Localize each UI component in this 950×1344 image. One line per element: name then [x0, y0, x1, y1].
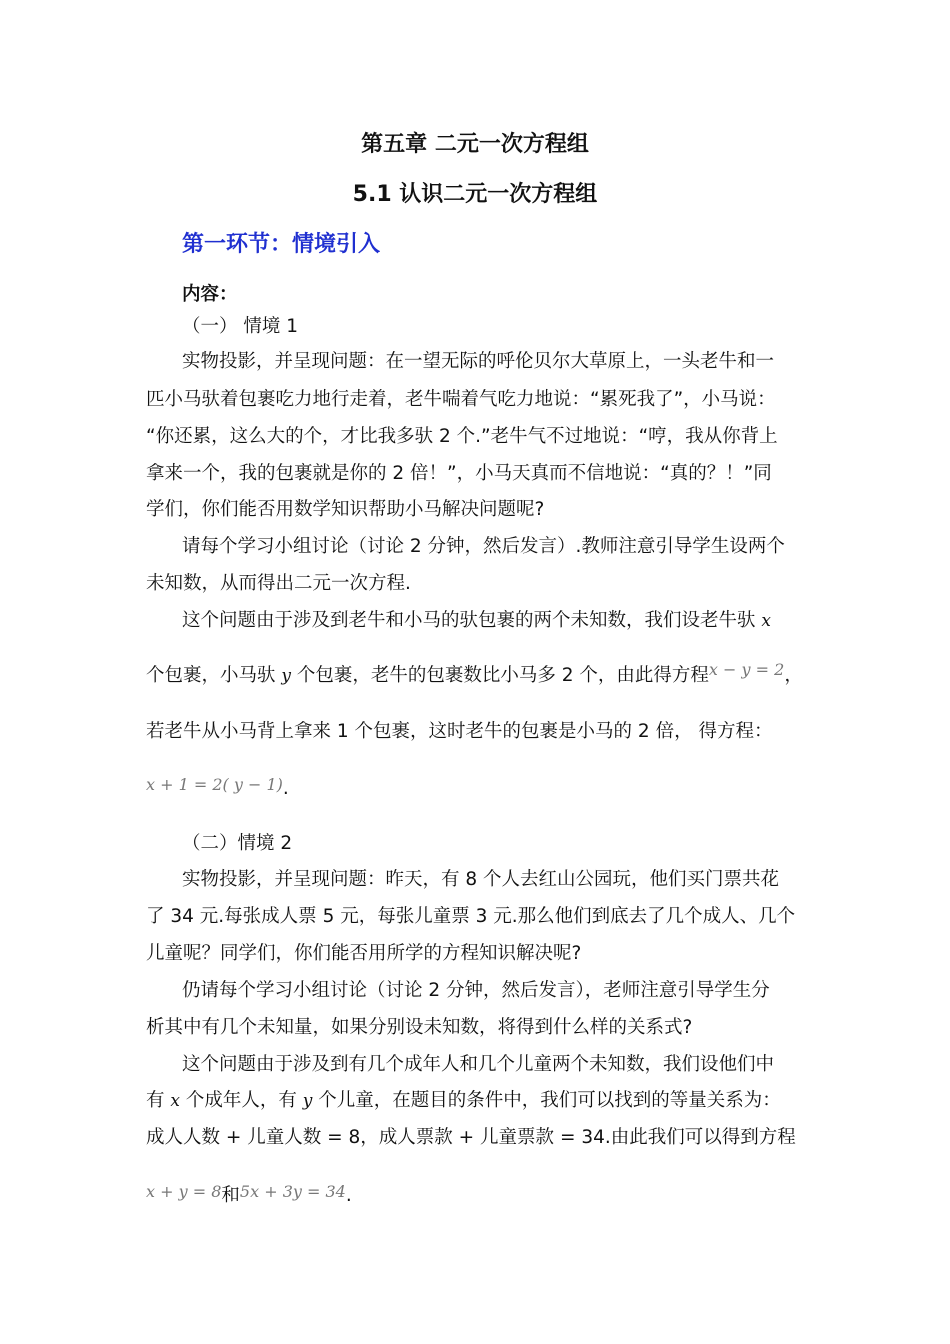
s2-paragraph-2-line-1: 仍请每个学习小组讨论（讨论 2 分钟，然后发言），老师注意引导学生分: [182, 980, 770, 1001]
s2-paragraph-1-line-3: 儿童呢？同学们，你们能否用所学的方程知识解决呢?: [146, 943, 582, 964]
s1-paragraph-1-line-1: 实物投影，并呈现问题：在一望无际的呼伦贝尔大草原上，一头老牛和一: [182, 351, 775, 372]
s2-p3-text-c: 个儿童，在题目的条件中，我们可以找到的等量关系为：: [312, 1090, 781, 1111]
s2-paragraph-2-line-2: 析其中有几个未知量，如果分别设未知数，将得到什么样的关系式?: [146, 1017, 693, 1038]
section-title: 第一环节：情境引入: [182, 232, 381, 257]
s1-eq2-period: .: [282, 778, 289, 799]
s1-paragraph-1-line-4: 拿来一个，我的包裹就是你的 2 倍！”，小马天真而不信地说：“真的？！”同: [146, 463, 772, 484]
s1-p3-text-c: ，: [784, 665, 803, 686]
s1-p3-text: 这个问题由于涉及到老牛和小马的驮包裹的两个未知数，我们设老牛驮: [182, 610, 762, 631]
s1-paragraph-2-line-2: 未知数，从而得出二元一次方程.: [146, 573, 411, 594]
s2-paragraph-1-line-2: 了 34 元.每张成人票 5 元，每张儿童票 3 元.那么他们到底去了几个成人、几个: [146, 906, 796, 927]
s2-paragraph-3-line-1: 这个问题由于涉及到有几个成年人和几个儿童两个未知数，我们设他们中: [182, 1054, 775, 1075]
s1-paragraph-3-line-3: 若老牛从小马背上拿来 1 个包裹，这时老牛的包裹是小马的 2 倍， 得方程：: [146, 721, 773, 742]
s1-paragraph-3-line-4: [146, 773, 816, 797]
equation-5x-plus-3y: 5x + 3y = 34: [239, 1182, 346, 1201]
s1-paragraph-1-line-3: “你还累，这么大的个，才比我多驮 2 个.”老牛气不过地说：“哼，我从你背上: [146, 426, 778, 447]
var-y-2: y: [302, 1091, 313, 1111]
var-y: y: [281, 666, 291, 686]
chapter-title: 第五章 二元一次方程组: [361, 132, 589, 157]
s1-paragraph-1-line-2: 匹小马驮着包裹吃力地行走着，老牛喘着气吃力地说：“累死我了”，小马说：: [146, 389, 776, 410]
s2-paragraph-3-line-2: [146, 1089, 816, 1113]
var-x: x: [761, 611, 771, 631]
s2-p3-text-a: 有: [146, 1090, 171, 1111]
lesson-title: 5.1 认识二元一次方程组: [352, 182, 598, 207]
s2-eq-period: .: [345, 1185, 352, 1206]
s1-paragraph-1-line-5: 学们，你们能否用数学知识帮助小马解决问题呢?: [146, 499, 545, 520]
s1-paragraph-3-line-1: [182, 609, 816, 633]
and-word: 和: [221, 1185, 240, 1206]
s1-p3-text-b: 个包裹，老牛的包裹数比小马多 2 个，由此得方程: [291, 665, 709, 686]
s1-paragraph-3-line-2: [146, 660, 816, 688]
s2-paragraph-3-line-3: 成人人数 + 儿童人数 = 8，成人票款 + 儿童票款 = 34.由此我们可以得到方程: [146, 1127, 796, 1148]
equation-x-minus-y: x − y = 2: [708, 660, 785, 679]
equation-x-plus-1: x + 1 = 2( y − 1): [146, 775, 283, 794]
scenario-2-label: （二）情境 2: [182, 833, 293, 854]
equation-x-plus-y: x + y = 8: [146, 1182, 222, 1201]
var-x-2: x: [170, 1091, 180, 1111]
s2-paragraph-3-line-4: [146, 1180, 816, 1204]
content-label: 内容：: [182, 284, 238, 305]
s1-p3-text-a: 个包裹，小马驮: [146, 665, 282, 686]
s2-paragraph-1-line-1: 实物投影，并呈现问题：昨天，有 8 个人去红山公园玩，他们买门票共花: [182, 869, 780, 890]
s1-paragraph-2-line-1: 请每个学习小组讨论（讨论 2 分钟，然后发言）.教师注意引导学生设两个: [182, 536, 785, 557]
s2-p3-text-b: 个成年人，有: [179, 1090, 303, 1111]
scenario-1-label: （一） 情境 1: [182, 316, 299, 337]
